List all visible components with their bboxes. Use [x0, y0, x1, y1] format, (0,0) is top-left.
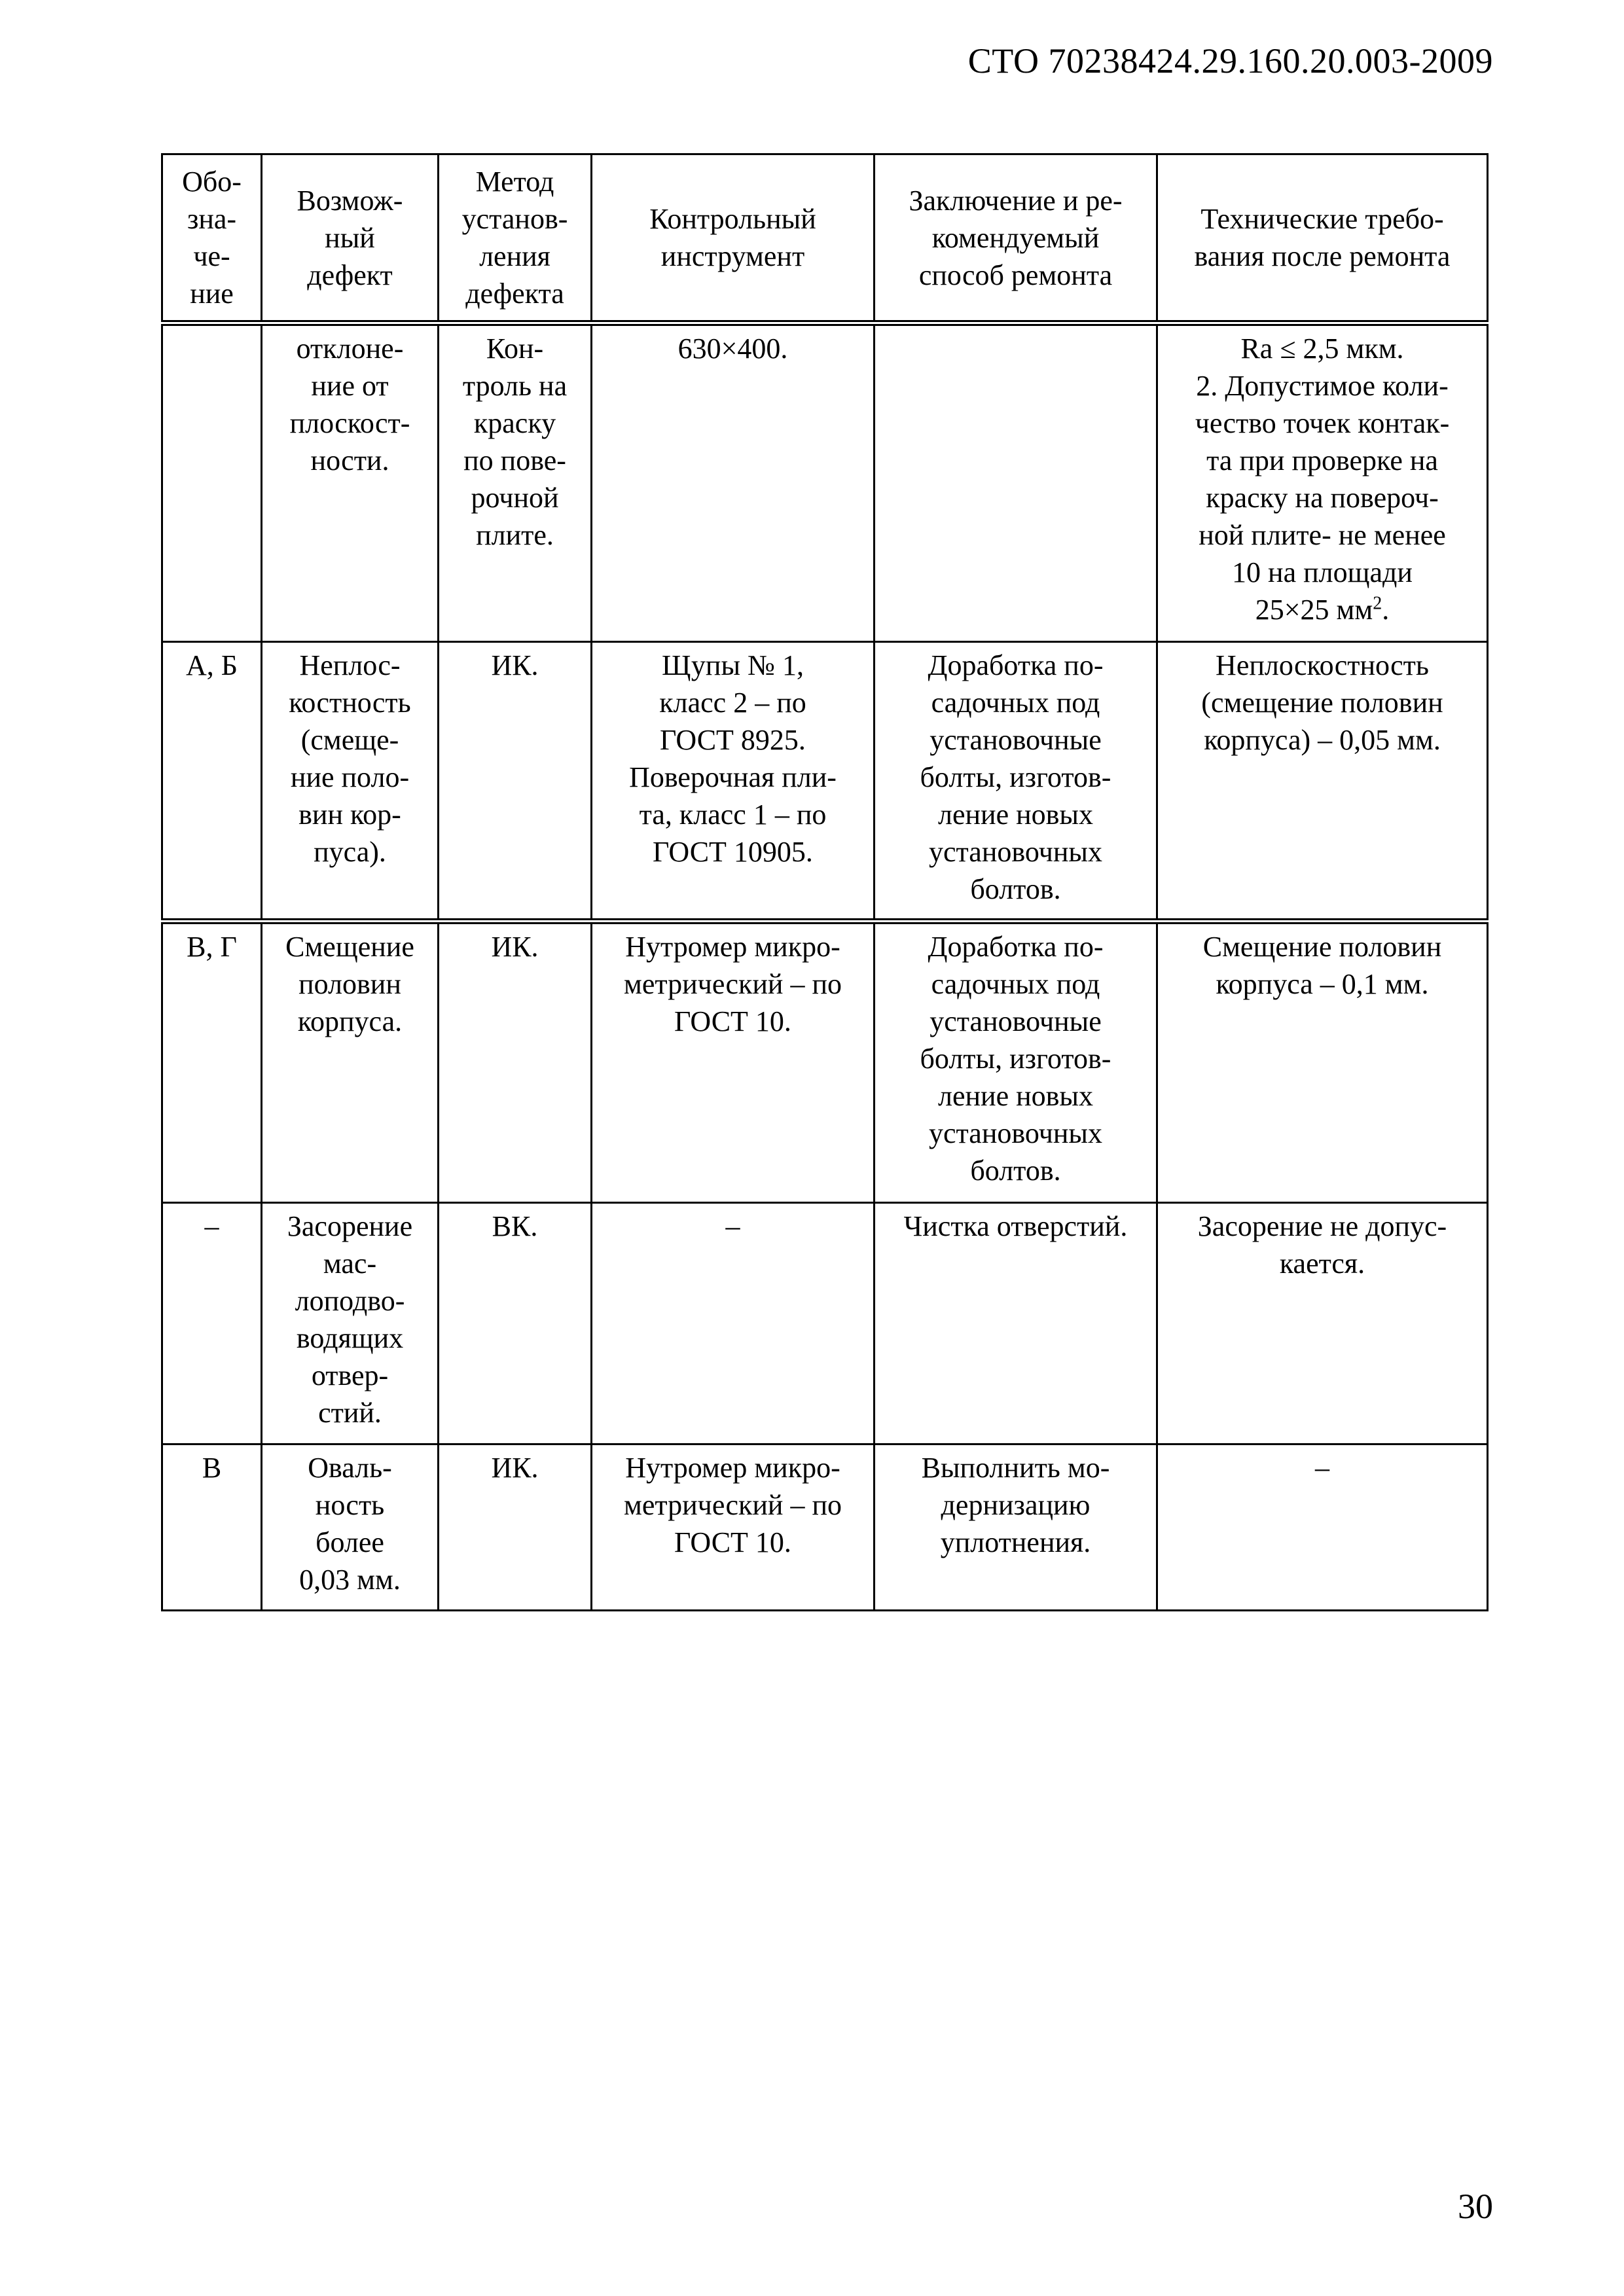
cell-method	[439, 922, 592, 1203]
cell-text-line: ИК.	[491, 931, 539, 963]
cell-text-line: установ-	[461, 203, 568, 235]
cell-requirements	[1157, 922, 1488, 1203]
cell-text-line: ности.	[310, 444, 389, 476]
cell-text-line: водящих	[296, 1322, 404, 1354]
cell-text-line: Смещение	[285, 931, 414, 963]
cell-text-line: Доработка по-	[928, 931, 1104, 963]
page-number: 30	[1458, 2187, 1493, 2226]
cell-text-line: пуса).	[314, 836, 386, 868]
cell-text-line: ИК.	[491, 1452, 539, 1484]
cell-designation	[162, 1444, 262, 1611]
cell-text-line: Щупы № 1,	[661, 649, 804, 681]
cell-text-line: ние от	[311, 370, 389, 402]
cell-text-line: ние поло-	[290, 761, 410, 793]
cell-text-line: ГОСТ 10905.	[653, 836, 813, 868]
cell-defect	[262, 922, 439, 1203]
cell-text-line: Неплос-	[299, 649, 401, 681]
header-conclusion	[875, 154, 1157, 323]
cell-text-line: Чистка отверстий.	[903, 1210, 1128, 1242]
cell-defect	[262, 323, 439, 642]
cell-text-line: установочных	[929, 836, 1102, 868]
cell-text-line: 630×400.	[677, 332, 788, 365]
cell-text-line: Засорение	[287, 1210, 413, 1242]
cell-text-line: –	[1315, 1452, 1329, 1484]
cell-text-line: Обо-	[182, 166, 242, 198]
cell-text-line: Ra ≤ 2,5 мкм.	[1240, 332, 1404, 365]
cell-text-line: болты, изготов-	[920, 761, 1111, 793]
cell-text-line: Кон-	[486, 332, 544, 365]
cell-text-line: метрический – по	[624, 968, 842, 1000]
cell-text-line: краску на повероч-	[1206, 482, 1439, 514]
cell-text-line: способ ремонта	[918, 259, 1113, 291]
table-header-row	[162, 154, 1488, 323]
cell-method	[439, 642, 592, 922]
cell-text-line: комендуемый	[931, 221, 1100, 254]
cell-text-line: костность	[289, 687, 411, 719]
cell-text-line: 10 на площади	[1232, 556, 1413, 588]
cell-text-line: ной плите- не менее	[1199, 519, 1446, 551]
cell-text-line: 0,03 мм.	[299, 1564, 401, 1596]
cell-text-line: плоскост-	[289, 407, 410, 439]
cell-text-line: –	[725, 1210, 740, 1242]
cell-defect	[262, 1203, 439, 1444]
cell-text-line: ГОСТ 8925.	[660, 724, 806, 756]
cell-text-line: ность	[315, 1489, 385, 1521]
cell-requirements	[1157, 1203, 1488, 1444]
cell-text-line: установочные	[929, 724, 1102, 756]
cell-text-line: 2. Допустимое коли-	[1196, 370, 1449, 402]
cell-text-line: Нутромер микро-	[625, 931, 840, 963]
cell-text-line: лоподво-	[295, 1285, 405, 1317]
cell-text-line: отвер-	[311, 1359, 389, 1391]
cell-method	[439, 323, 592, 642]
cell-text-line: Поверочная пли-	[629, 761, 837, 793]
cell-text-line: Засорение не допус-	[1197, 1210, 1447, 1242]
cell-text-line: ВК.	[492, 1210, 538, 1242]
cell-text-line: болтов.	[970, 1155, 1061, 1187]
cell-text-line: Неплоскостность	[1216, 649, 1429, 681]
cell-text-line: дернизацию	[941, 1489, 1091, 1521]
cell-text-line: дефект	[307, 259, 393, 291]
cell-text-line: ИК.	[491, 649, 539, 681]
cell-text-line: половин	[298, 968, 401, 1000]
cell-text-line: Заключение и ре-	[909, 184, 1123, 217]
cell-designation	[162, 1203, 262, 1444]
cell-text-line: вания после ремонта	[1194, 240, 1451, 272]
cell-instrument	[592, 323, 875, 642]
cell-instrument	[592, 1203, 875, 1444]
cell-text-line: ления	[479, 240, 550, 272]
cell-text-line: А, Б	[185, 649, 238, 681]
cell-text-line: метрический – по	[624, 1489, 842, 1521]
cell-text-line: уплотнения.	[940, 1526, 1091, 1558]
cell-text-line: Смещение половин	[1202, 931, 1442, 963]
cell-instrument	[592, 1444, 875, 1611]
cell-text-line: болты, изготов-	[920, 1043, 1111, 1075]
cell-text-line: более	[316, 1526, 384, 1558]
cell-requirements	[1157, 323, 1488, 642]
cell-text-line: вин кор-	[298, 798, 401, 831]
cell-text-line: Выполнить мо-	[921, 1452, 1110, 1484]
cell-designation	[162, 642, 262, 922]
cell-text-line: ление новых	[938, 1080, 1093, 1112]
table-row	[162, 642, 1488, 922]
cell-text-line: Контрольный	[649, 203, 816, 235]
table-row	[162, 1203, 1488, 1444]
cell-instrument	[592, 642, 875, 922]
cell-text-line: В	[202, 1452, 222, 1484]
cell-text-line: ние	[190, 278, 234, 310]
cell-requirements	[1157, 1444, 1488, 1611]
header-instrument	[592, 154, 875, 323]
cell-text-line: установочные	[929, 1005, 1102, 1037]
cell-text-line: по пове-	[463, 444, 566, 476]
cell-conclusion	[875, 922, 1157, 1203]
cell-text-line: Нутромер микро-	[625, 1452, 840, 1484]
cell-designation	[162, 922, 262, 1203]
cell-defect	[262, 1444, 439, 1611]
cell-method	[439, 1444, 592, 1611]
cell-text-line: мас-	[323, 1247, 377, 1280]
cell-designation	[162, 323, 262, 642]
table-row	[162, 323, 1488, 642]
cell-text-line: установочных	[929, 1117, 1102, 1149]
header-designation	[162, 154, 262, 323]
cell-text-line: ГОСТ 10.	[674, 1005, 791, 1037]
cell-requirements	[1157, 642, 1488, 922]
cell-text-line: Доработка по-	[928, 649, 1104, 681]
defects-table	[161, 153, 1489, 1611]
header-defect	[262, 154, 439, 323]
cell-text-line: та, класс 1 – по	[639, 798, 827, 831]
cell-text-line: (смещение половин	[1201, 687, 1443, 719]
cell-conclusion	[875, 1444, 1157, 1611]
cell-text-line: рочной	[471, 482, 559, 514]
cell-text-line: троль на	[462, 370, 568, 402]
cell-text-line: –	[204, 1210, 219, 1242]
requirements-area: 25×25 $мм^2$.	[1255, 593, 1390, 626]
header-method	[439, 154, 592, 323]
table-row	[162, 922, 1488, 1203]
cell-text-line: садочных под	[931, 968, 1100, 1000]
cell-text-line: отклоне-	[296, 332, 404, 365]
cell-text-line: корпуса.	[297, 1005, 403, 1037]
cell-text-line: кается.	[1279, 1247, 1365, 1280]
cell-text-line: че-	[193, 240, 230, 272]
cell-text-line: стий.	[318, 1397, 382, 1429]
cell-text-line: краску	[473, 407, 556, 439]
cell-text-line: болтов.	[970, 873, 1061, 905]
requirements-lines	[1161, 330, 1484, 591]
cell-text-line: класс 2 – по	[659, 687, 806, 719]
cell-defect	[262, 642, 439, 922]
cell-text-line: ный	[325, 221, 375, 254]
cell-text-line: чество точек контак-	[1195, 407, 1450, 439]
cell-conclusion	[875, 642, 1157, 922]
cell-text-line: Оваль-	[308, 1452, 392, 1484]
cell-text-line: Метод	[475, 166, 554, 198]
cell-text-line: Возмож-	[297, 184, 403, 217]
cell-text-line: дефекта	[465, 278, 564, 310]
cell-text-line: та при проверке на	[1206, 444, 1438, 476]
cell-text-line: (смеще-	[300, 724, 399, 756]
cell-text-line: зна-	[187, 203, 237, 235]
cell-text-line: корпуса) – 0,05 мм.	[1204, 724, 1441, 756]
header-requirements	[1157, 154, 1488, 323]
cell-text-line: плите.	[476, 519, 554, 551]
cell-text-line: ГОСТ 10.	[674, 1526, 791, 1558]
table-row	[162, 1444, 1488, 1611]
document-code: СТО 70238424.29.160.20.003-2009	[967, 41, 1493, 81]
cell-text-line: ление новых	[938, 798, 1093, 831]
cell-text-line: В, Г	[187, 931, 237, 963]
cell-text-line: корпуса – 0,1 мм.	[1216, 968, 1429, 1000]
cell-text-line: инструмент	[660, 240, 805, 272]
cell-conclusion	[875, 323, 1157, 642]
cell-instrument	[592, 922, 875, 1203]
cell-method	[439, 1203, 592, 1444]
cell-conclusion	[875, 1203, 1157, 1444]
cell-text-line: Технические требо-	[1200, 203, 1444, 235]
cell-text-line: садочных под	[931, 687, 1100, 719]
